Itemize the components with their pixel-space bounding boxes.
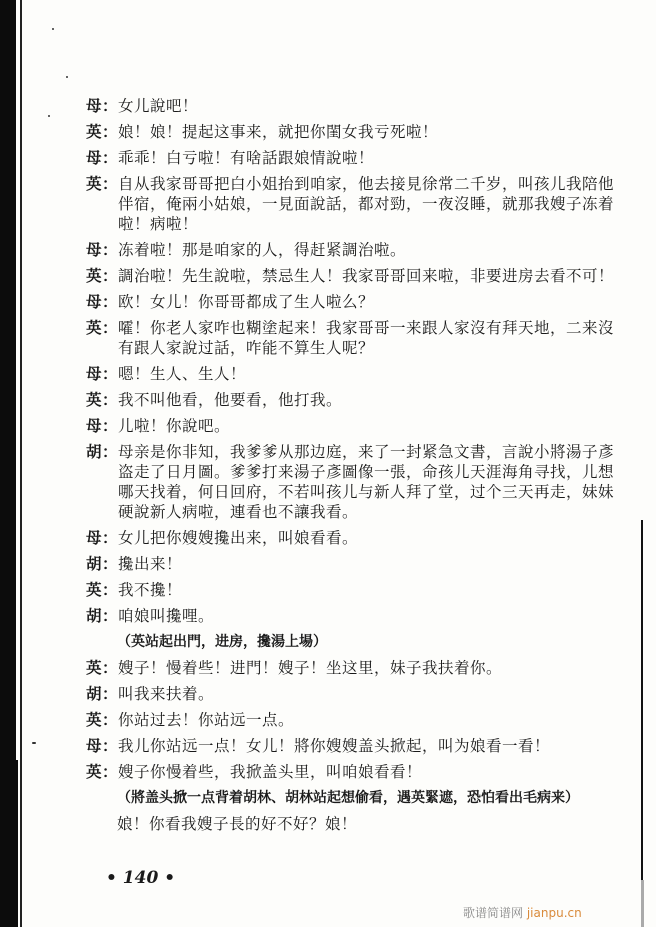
- speaker: 母：: [86, 416, 119, 435]
- stage-direction: （英站起出門，进房，攙湯上場）: [117, 634, 327, 650]
- speaker: 英：: [86, 658, 119, 677]
- dialogue-line: [86, 606, 626, 626]
- dialogue-line: [86, 266, 626, 286]
- dialogue-line: [86, 292, 626, 312]
- speech: 我儿你站远一点！女儿！將你嫂嫂盖头掀起，叫为娘看一看！: [118, 737, 551, 755]
- page-right-border: [641, 520, 643, 880]
- speaker: 母：: [86, 240, 119, 259]
- speech: 嚯！你老人家咋也糊塗起来！我家哥哥一来跟人家沒有拜天地，二来沒有跟人家說过話，咋能不算生人呢？: [118, 319, 615, 357]
- speech: 女儿把你嫂嫂攙出来，叫娘看看。: [118, 529, 359, 547]
- speaker: 胡：: [86, 442, 119, 461]
- speaker: 母：: [86, 96, 119, 115]
- dialogue-line: [86, 580, 626, 600]
- speaker: 英：: [86, 390, 119, 409]
- watermark: [463, 904, 582, 921]
- stage-direction: （將盖头掀一点背着胡林、胡林站起想偷看，遇英緊遮，恐怕看出毛病来）: [117, 790, 579, 806]
- speech: 嫂子你慢着些，我掀盖头里，叫咱娘看看！: [118, 763, 423, 781]
- speech: 攙出来！: [118, 555, 183, 573]
- page-right-border-fade: [641, 880, 644, 927]
- dialogue-line: [86, 528, 626, 548]
- speaker: 英：: [86, 580, 119, 599]
- speaker: 母：: [86, 736, 119, 755]
- speech: 嫂子！慢着些！进門！嫂子！坐这里，妹子我扶着你。: [118, 659, 503, 677]
- page-left-border: [20, 0, 22, 927]
- speech: 調治啦！先生說啦，禁忌生人！我家哥哥回来啦，非要进房去看不可！: [118, 267, 615, 285]
- dialogue-line: [86, 122, 626, 142]
- dialogue-line: [86, 174, 626, 234]
- speech: 冻着啦！那是咱家的人，得赶紧調治啦。: [118, 241, 407, 259]
- scan-speck: [52, 28, 54, 30]
- page-number: • 140 •: [106, 868, 176, 888]
- dialogue-line: [86, 762, 626, 782]
- speaker: 英：: [86, 266, 119, 285]
- speech: 女儿說吧！: [118, 97, 199, 115]
- speaker: 母：: [86, 292, 119, 311]
- dialogue-line: [86, 442, 626, 522]
- script-page: [86, 96, 626, 840]
- dialogue-line: [86, 390, 626, 410]
- speaker: 英：: [86, 174, 119, 193]
- speech: 自从我家哥哥把白小姐抬到咱家，他去接見徐常二千岁，叫孩儿我陪他伴宿，俺兩小姑娘，一見面說話，都对勁，一夜沒睡，就那我嫂子冻着啦！病啦！: [118, 175, 615, 233]
- speaker: 母：: [86, 364, 119, 383]
- speech: 我不攙！: [118, 581, 183, 599]
- speaker: 英：: [86, 122, 119, 141]
- scan-binding-shadow: [0, 760, 18, 927]
- speaker: 母：: [86, 528, 119, 547]
- speaker: 英：: [86, 710, 119, 729]
- dialogue-line: [86, 148, 626, 168]
- dialogue-line: [86, 684, 626, 704]
- speaker: 胡：: [86, 554, 119, 573]
- speech: 娘！娘！提起这事来，就把你閨女我亏死啦！: [118, 123, 439, 141]
- dialogue-continuation: 娘！你看我嫂子長的好不好？娘！: [117, 815, 358, 833]
- dialogue-line: [86, 416, 626, 436]
- dialogue-line: [86, 240, 626, 260]
- speaker: 胡：: [86, 606, 119, 625]
- speaker: 英：: [86, 318, 119, 337]
- speech: 儿啦！你說吧。: [118, 417, 231, 435]
- dialogue-line: [86, 658, 626, 678]
- speech: 嗯！生人、生人！: [118, 365, 247, 383]
- speech: 你站过去！你站远一点。: [118, 711, 295, 729]
- speech: 欧！女儿！你哥哥都成了生人啦么？: [118, 293, 375, 311]
- dialogue-line: [86, 318, 626, 358]
- speech: 叫我来扶着。: [118, 685, 215, 703]
- dialogue-line: [86, 554, 626, 574]
- speech: 我不叫他看，他要看，他打我。: [118, 391, 343, 409]
- dialogue-line: [86, 96, 626, 116]
- scan-speck: [32, 742, 36, 744]
- speaker: 母：: [86, 148, 119, 167]
- dialogue-line: [86, 710, 626, 730]
- watermark-cn: 歌谱简谱网: [463, 906, 524, 920]
- speech: 母亲是你非知，我爹爹从那边庭，来了一封紧急文書，言說小將湯子彥盗走了日月圖。爹爹打来湯子彥圖像一張，命孩儿天涯海角寻找，儿想哪天找着，何日回府，不若叫孩儿与新人拜了堂，过个三天再走，妹妹硬說新人病啦，連看也不讓我看。: [118, 443, 615, 521]
- speaker: 英：: [86, 762, 119, 781]
- dialogue-line: [86, 364, 626, 384]
- scan-speck: [66, 76, 68, 78]
- speaker: 胡：: [86, 684, 119, 703]
- scan-speck: [48, 115, 50, 117]
- dialogue-line: [86, 736, 626, 756]
- watermark-site: jianpu.cn: [526, 906, 582, 920]
- speech: 乖乖！白亏啦！有啥話跟娘情說啦！: [118, 149, 375, 167]
- speech: 咱娘叫攙哩。: [118, 607, 215, 625]
